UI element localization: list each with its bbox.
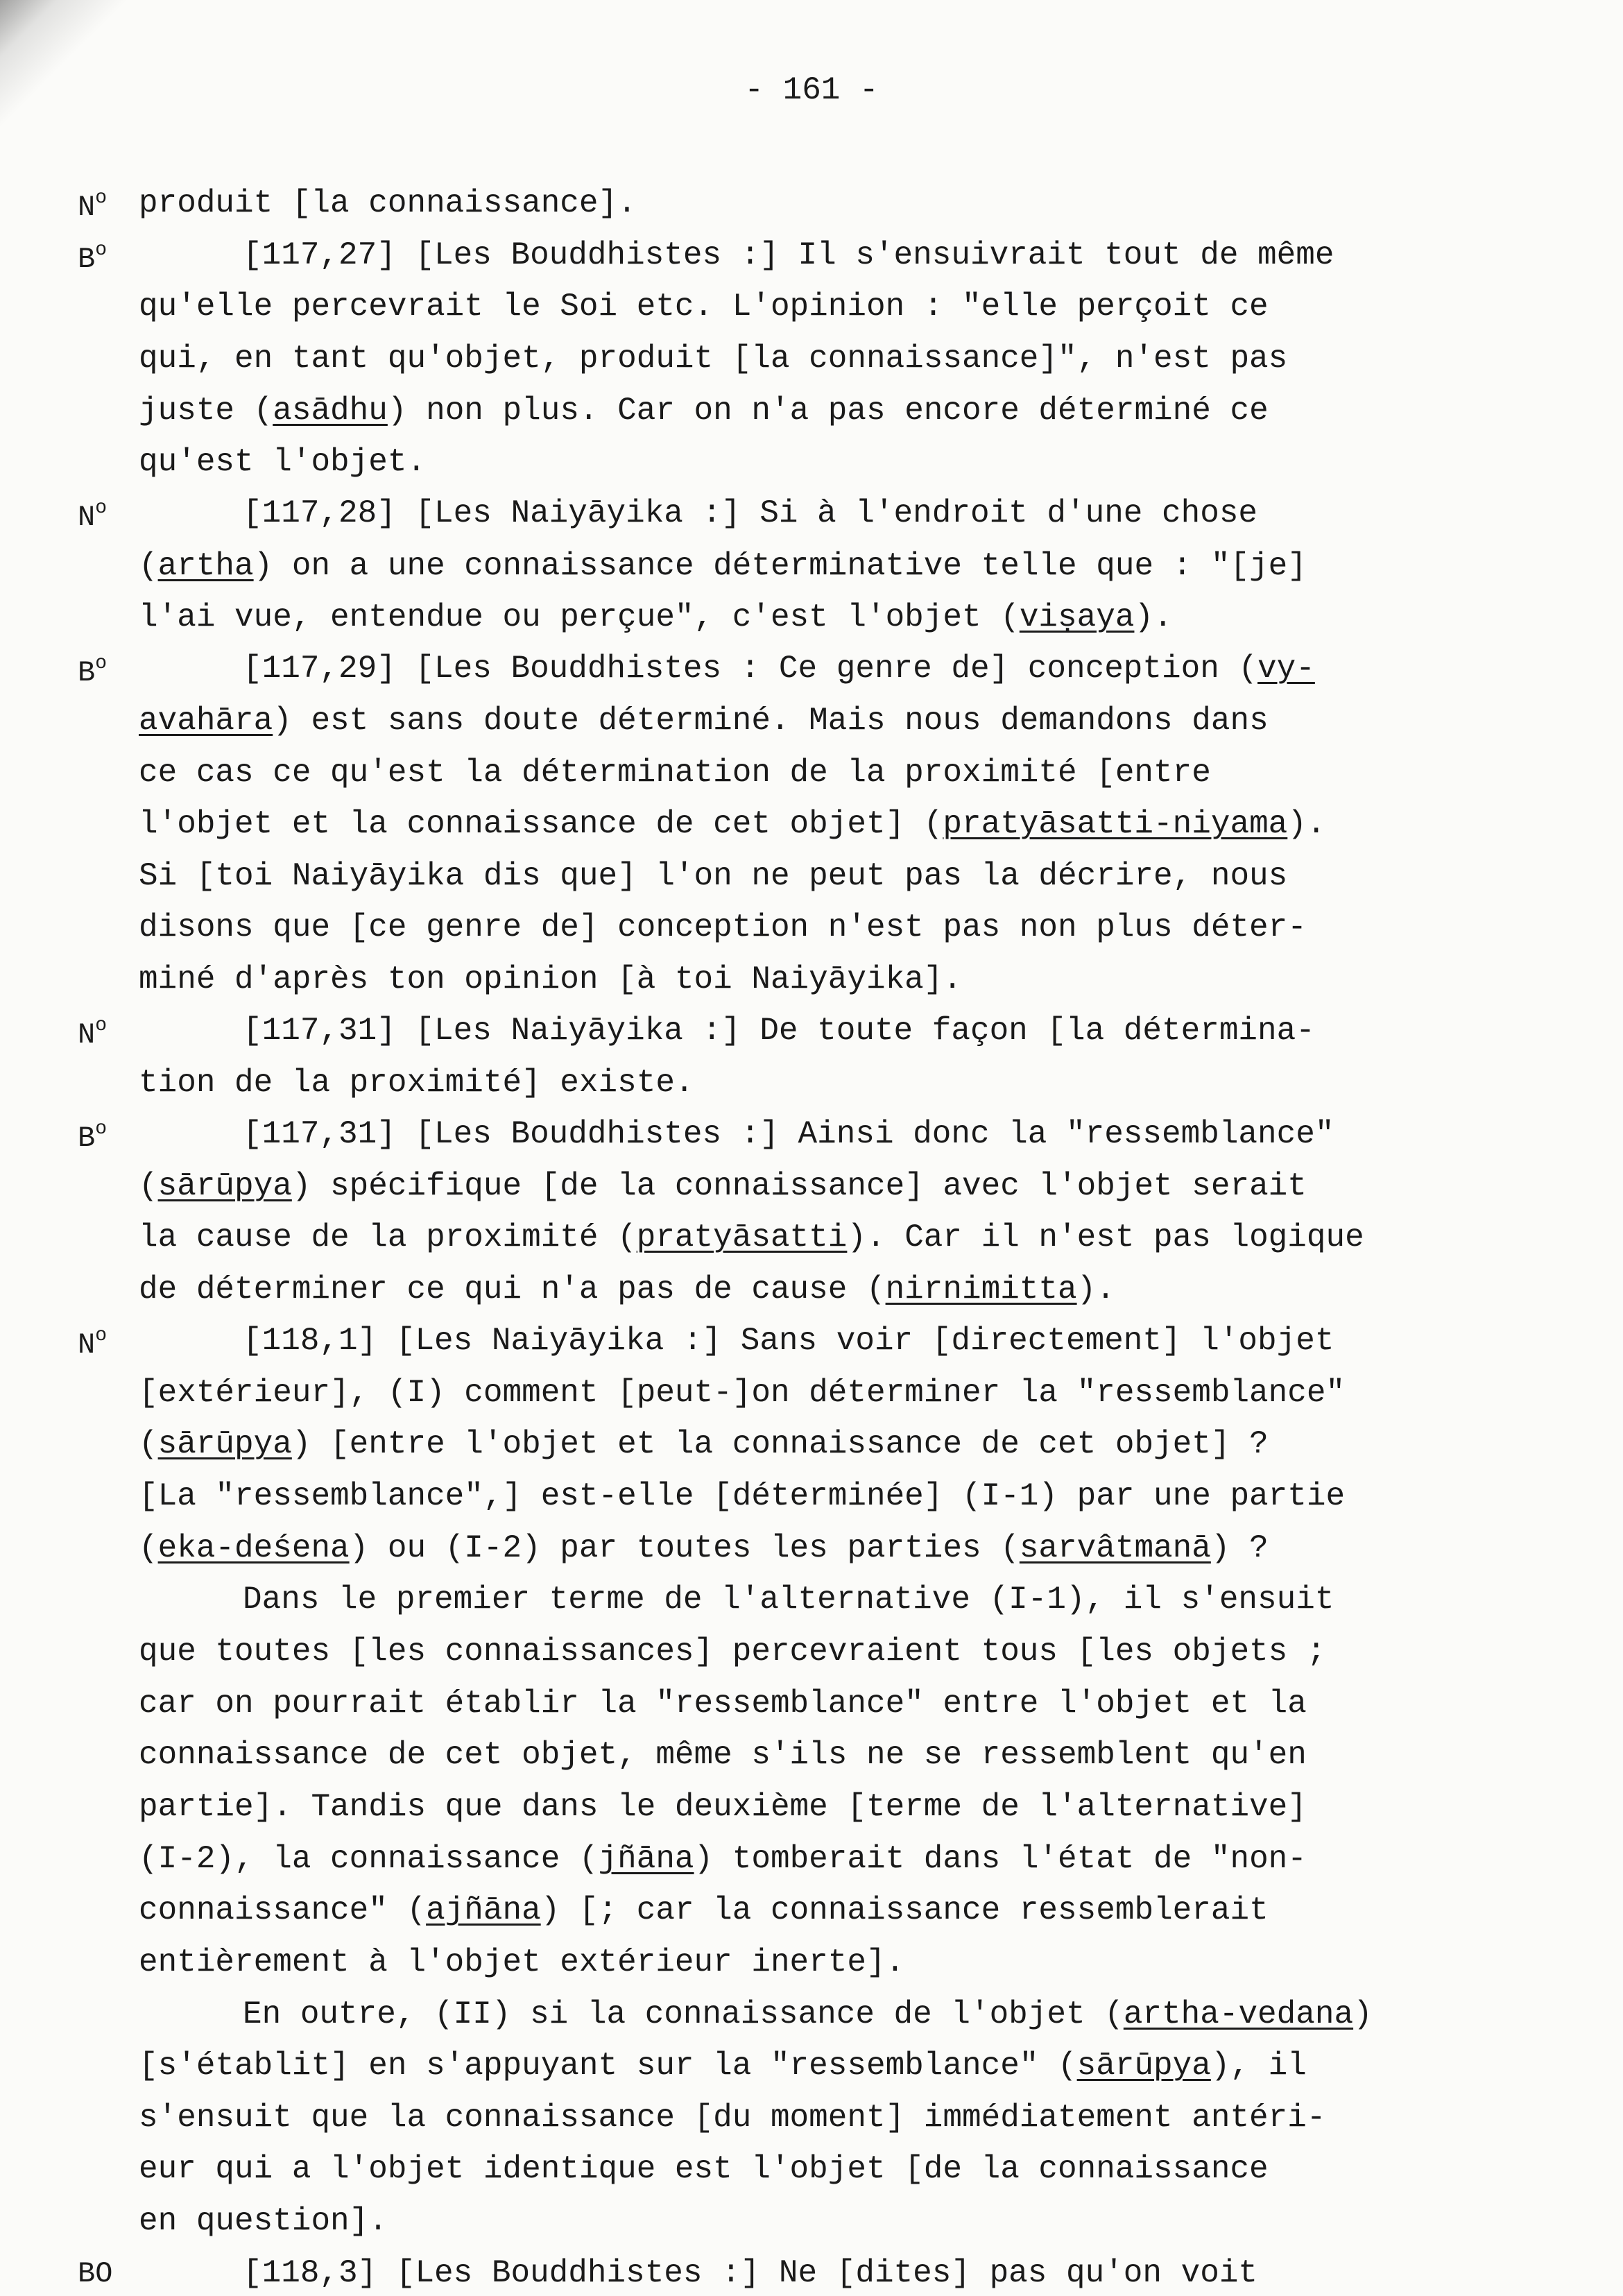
text-line [139,757,1211,789]
speaker-marker: $N^o$ [78,1015,108,1052]
text-segment: connaissance de cet objet, même s'ils ne se ressemblent qu'en [139,1737,1307,1773]
text-line [139,1843,1307,1875]
text-line [139,187,637,219]
text-segment: disons que [ce genre de] conception n'est pas non plus déter- [139,909,1307,945]
text-segment: [118,3] [Les Bouddhistes :] Ne [dites] pas qu'on voit [243,2255,1258,2291]
text-line [139,1739,1307,1771]
text-segment: partie]. Tandis que dans le deuxième [terme de l'alternative] [139,1789,1307,1825]
text-segment: ) [; car la connaissance ressemblerait [540,1892,1269,1928]
text-segment: s'ensuit que la connaissance [du moment] immédiatement antéri- [139,2100,1326,2136]
text-segment: l'ai vue, entendue ou perçue", c'est l'objet ( [139,599,1020,635]
text-line [243,1325,1334,1357]
text-line [139,1428,1269,1460]
text-segment: ( [139,1168,158,1204]
text-segment: [117,31] [Les Bouddhistes :] Ainsi donc la "ressemblance" [243,1116,1334,1152]
text-segment: [117,27] [Les Bouddhistes :] Il s'ensuivrait tout de même [243,237,1334,273]
text-line [139,911,1307,943]
text-segment: en question]. [139,2203,388,2239]
text-line [139,446,426,478]
text-segment: [extérieur], (I) comment [peut-]on déterminer la "ressemblance" [139,1375,1346,1411]
text-segment: ) on a une connaissance déterminative telle que : "[je] [253,548,1307,584]
text-segment: qu'elle percevrait le Soi etc. L'opinion : "elle perçoit ce [139,289,1269,325]
text-line [243,1998,1373,2030]
text-segment: qui, en tant qu'objet, produit [la connaissance]", n'est pas [139,341,1288,377]
text-segment: (I-2), la connaissance ( [139,1841,599,1877]
sanskrit-term: pratyāsatti [636,1219,848,1256]
text-segment: ) [entre l'objet et la connaissance de cet objet] ? [291,1426,1269,1462]
sanskrit-term: asādhu [273,393,388,429]
text-segment: entièrement à l'objet extérieur inerte]. [139,1944,905,1980]
text-line [139,963,962,995]
sanskrit-term: artha [157,548,254,584]
sanskrit-term: vy- [1257,651,1315,687]
text-line [243,2257,1257,2289]
text-segment: ) non plus. Car on n'a pas encore déterminé ce [387,393,1269,429]
text-segment: l'objet et la connaissance de cet objet] ( [139,806,943,842]
text-line [139,705,1269,737]
text-segment: ce cas ce qu'est la détermination de la proximité [entre [139,755,1211,791]
sanskrit-term: pratyāsatti-niyama [943,806,1288,842]
text-segment: eur qui a l'objet identique est l'objet [de la connaissance [139,2151,1269,2187]
sanskrit-term: sārūpya [1076,2048,1211,2084]
text-segment: [s'établit] en s'appuyant sur la "ressemblance" ( [139,2048,1077,2084]
page-number: - 161 - [744,72,879,108]
text-segment: ( [139,548,158,584]
sanskrit-term: nirnimitta [885,1271,1077,1308]
text-line [139,2205,388,2237]
speaker-marker: $N^o$ [78,187,108,224]
text-segment: tion de la proximité] existe. [139,1065,694,1101]
text-segment: ) ? [1210,1530,1269,1566]
text-line [243,653,1315,685]
text-segment: la cause de la proximité ( [139,1219,637,1256]
text-segment: [117,28] [Les Naiyāyika :] Si à l'endroit d'une chose [243,495,1258,531]
speaker-marker: $B^o$ [78,1118,108,1155]
text-segment: de déterminer ce qui n'a pas de cause ( [139,1271,886,1308]
text-segment: ) spécifique [de la connaissance] avec l'objet serait [291,1168,1307,1204]
text-line [139,601,1173,633]
text-segment: ) tomberait dans l'état de "non- [694,1841,1307,1877]
text-line [243,1015,1315,1047]
sanskrit-term: artha-vedana [1123,1996,1354,2032]
text-segment: ) ou (I-2) par toutes les parties ( [349,1530,1020,1566]
text-line [139,1946,904,1978]
text-segment: [118,1] [Les Naiyāyika :] Sans voir [directement] l'objet [243,1323,1334,1359]
speaker-marker: $B^o$ [78,239,108,276]
sanskrit-term: viṣaya [1019,599,1135,635]
text-segment: ) est sans doute déterminé. Mais nous demandons dans [273,703,1269,739]
text-line [139,1067,694,1099]
text-line [139,550,1307,582]
text-segment: [117,31] [Les Naiyāyika :] De toute façon [la détermina- [243,1013,1315,1049]
text-segment: Dans le premier terme de l'alternative (I-1), il s'ensuit [243,1582,1334,1618]
speaker-marker: $N^o$ [78,497,108,534]
text-line [139,2050,1307,2082]
text-segment: qu'est l'objet. [139,444,427,480]
text-line [139,1480,1345,1512]
text-line [139,808,1326,840]
text-segment: que toutes [les connaissances] percevraient tous [les objets ; [139,1634,1326,1670]
text-segment: ). [1134,599,1173,635]
text-segment: ( [139,1530,158,1566]
text-segment: ). [1287,806,1326,842]
text-line [139,1271,1115,1308]
text-line [139,291,1269,323]
speaker-marker: $N^o$ [78,1325,108,1362]
text-segment: Si [toi Naiyāyika dis que] l'on ne peut pas la décrire, nous [139,858,1288,894]
text-line [139,1219,1364,1256]
text-line [139,860,1287,892]
text-line [243,497,1257,529]
text-line [139,1636,1325,1668]
text-line [243,1584,1334,1616]
text-segment: [117,29] [Les Bouddhistes : Ce genre de] conception ( [243,651,1258,687]
sanskrit-term: eka-deśena [157,1530,350,1566]
text-segment: ) [1353,1996,1373,2032]
text-segment: En outre, (II) si la connaissance de l'objet ( [243,1996,1124,2032]
sanskrit-term: sarvâtmanā [1019,1530,1211,1566]
speaker-marker: $B^o$ [78,653,108,689]
text-segment: miné d'après ton opinion [à toi Naiyāyika]. [139,961,962,997]
text-segment: ). [1076,1271,1115,1308]
text-line [243,239,1334,271]
text-line [139,1532,1269,1564]
text-line [139,2153,1269,2185]
text-segment: ). Car il n'est pas logique [847,1219,1364,1256]
text-segment: ( [139,1426,158,1462]
sanskrit-term: sārūpya [157,1168,292,1204]
text-line [139,1170,1307,1202]
sanskrit-term: sārūpya [157,1426,292,1462]
text-line [139,1377,1345,1409]
text-segment: produit [la connaissance]. [139,185,637,221]
text-line [139,1791,1307,1823]
text-segment: juste ( [139,393,273,429]
sanskrit-term: jñāna [598,1841,694,1877]
text-segment: connaissance" ( [139,1892,427,1928]
text-line [139,1894,1269,1926]
text-line [139,395,1269,427]
text-line [139,1688,1307,1720]
text-segment: ), il [1210,2048,1307,2084]
sanskrit-term: avahāra [139,703,273,739]
text-line [243,1118,1334,1150]
text-segment: [La "ressemblance",] est-elle [déterminée] (I-1) par une partie [139,1478,1346,1514]
speaker-marker: BO [78,2257,113,2290]
text-segment: car on pourrait établir la "ressemblance" entre l'objet et la [139,1686,1307,1722]
text-line [139,2102,1325,2134]
text-line [139,343,1287,375]
sanskrit-term: ajñāna [426,1892,541,1928]
